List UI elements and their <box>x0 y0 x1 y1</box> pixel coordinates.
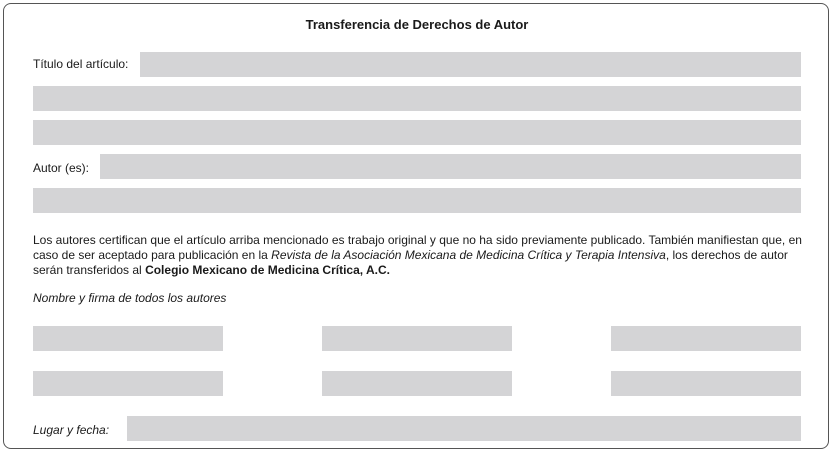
statement-text-1: Los autores certifican que el artículo arriba mencionado es trabajo original y que no ha sido previamente publicado. También manifiestan que, en caso de ser aceptado para publicación en la <box>33 233 802 262</box>
signature-field-2[interactable] <box>322 326 512 351</box>
signature-field-1[interactable] <box>33 326 223 351</box>
copyright-statement <box>33 233 803 278</box>
place-date-field[interactable] <box>127 416 801 441</box>
article-title-label: Título del artículo: <box>33 57 129 71</box>
signature-field-3[interactable] <box>611 326 801 351</box>
signature-field-4[interactable] <box>33 371 223 396</box>
authors-field-line-1[interactable] <box>100 154 801 179</box>
signature-field-6[interactable] <box>611 371 801 396</box>
article-title-field-line-3[interactable] <box>33 120 801 145</box>
article-title-field-line-2[interactable] <box>33 86 801 111</box>
authors-label: Autor (es): <box>33 161 90 175</box>
statement-text-2: , los derechos de autor serán transferidos al <box>33 248 788 277</box>
article-title-field-line-1[interactable] <box>140 52 801 77</box>
signature-field-5[interactable] <box>322 371 512 396</box>
organization-name: Colegio Mexicano de Medicina Crítica, A.C. <box>145 263 391 277</box>
signatures-label: Nombre y firma de todos los autores <box>33 291 227 305</box>
authors-field-line-2[interactable] <box>33 188 801 213</box>
journal-name: Revista de la Asociación Mexicana de Medicina Crítica y Terapia Intensiva <box>271 248 666 262</box>
form-title: Transferencia de Derechos de Autor <box>305 17 529 32</box>
place-date-label: Lugar y fecha: <box>33 423 110 437</box>
